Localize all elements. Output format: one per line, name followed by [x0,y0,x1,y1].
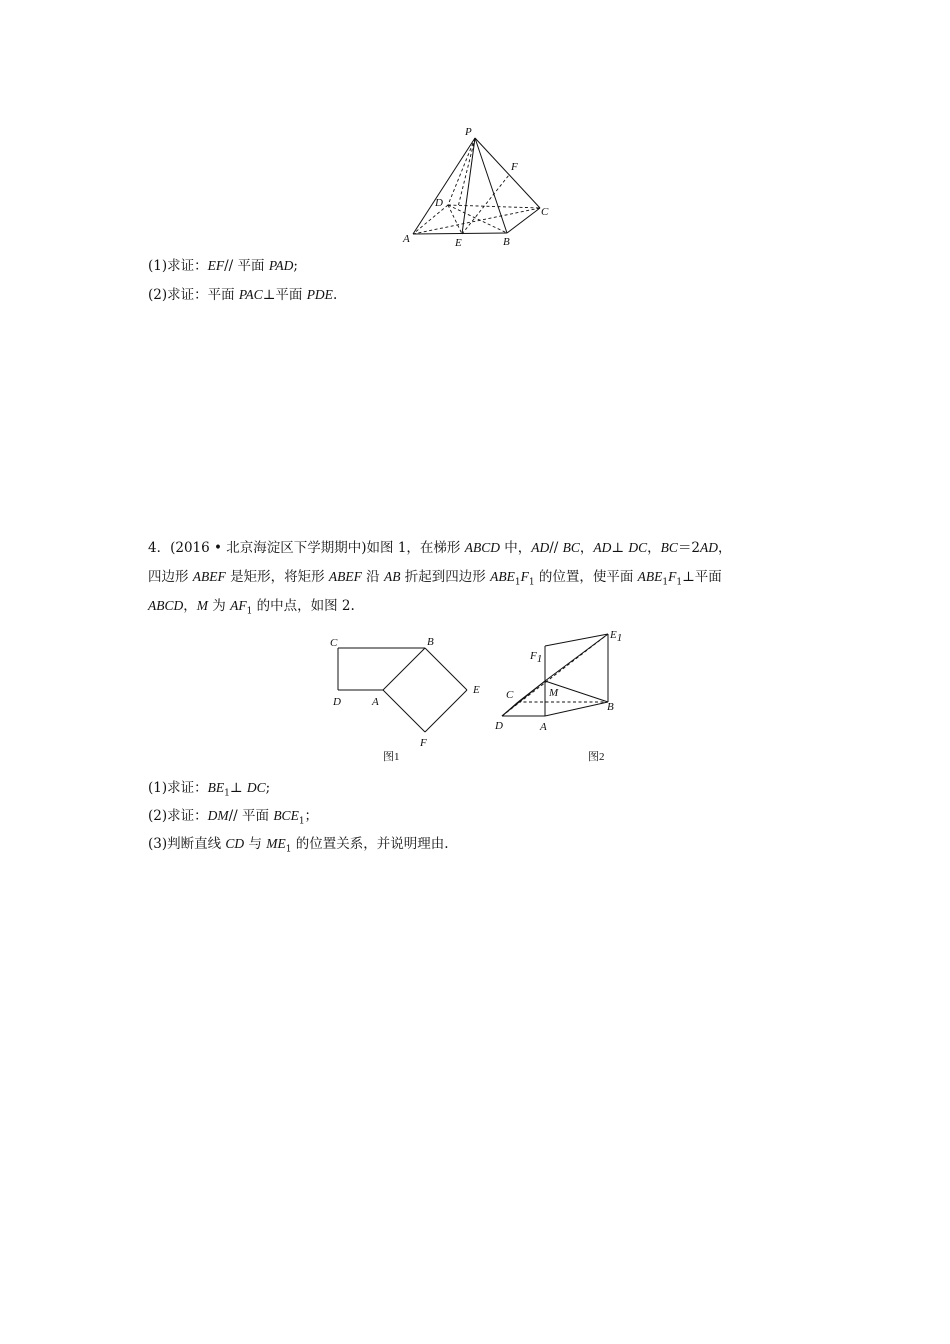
fig2-label-a: A [540,721,547,733]
label-d: D [435,197,443,209]
label-p: P [465,126,472,138]
label-b: B [503,236,510,248]
fig2-label-b: B [607,701,614,713]
fig2-label-e: E1 [610,629,623,644]
fig2-label-m: M [549,687,559,699]
figure-2 [488,626,638,766]
problem4-line1: 4．(2016 • 北京海淀区下学期期中)如图 1，在梯形 ABCD 中，AD// BC，AD⊥ DC，BC＝2AD， [148,540,732,556]
fig2-label-c: C [506,689,514,701]
fig1-label-b: B [427,636,434,648]
fig2-label-d: D [495,720,503,732]
fig2-label-f: F1 [530,650,543,665]
label-f: F [511,161,518,173]
fig1-label-a: A [372,696,379,708]
label-e: E [455,237,462,249]
problem3-part1: (1)求证：EF// 平面 PAD; [148,258,298,274]
problem4-line2: 四边形 ABEF 是矩形，将矩形 ABEF 沿 AB 折起到四边形 $ABE_1F_1$ 的位置，使平面 $ABE_1F_1\perp$平面 [148,569,722,588]
label-c: C [541,206,549,218]
fig1-caption: 图1 [383,751,400,763]
problem4-part1: (1)求证：$BE_1\perp$ DC; [148,780,271,799]
fig1-label-c: C [330,637,338,649]
problem3-part2: (2)求证：平面 PAC⊥平面 PDE. [148,287,338,303]
pyramid-figure [395,122,565,250]
fig1-label-e: E [473,684,480,696]
problem4-part3: (3)判断直线 CD 与 $ME_1$ 的位置关系，并说明理由. [148,836,449,855]
figure-1 [325,630,490,766]
fig1-label-f: F [420,737,427,749]
label-a: A [403,233,410,245]
fig1-label-d: D [333,696,341,708]
problem4-part2: (2)求证：DM// 平面 $BCE_1$； [148,808,319,827]
problem4-line3: ABCD，M 为 $AF_1$ 的中点，如图 2. [148,598,355,617]
fig2-caption: 图2 [588,751,605,763]
